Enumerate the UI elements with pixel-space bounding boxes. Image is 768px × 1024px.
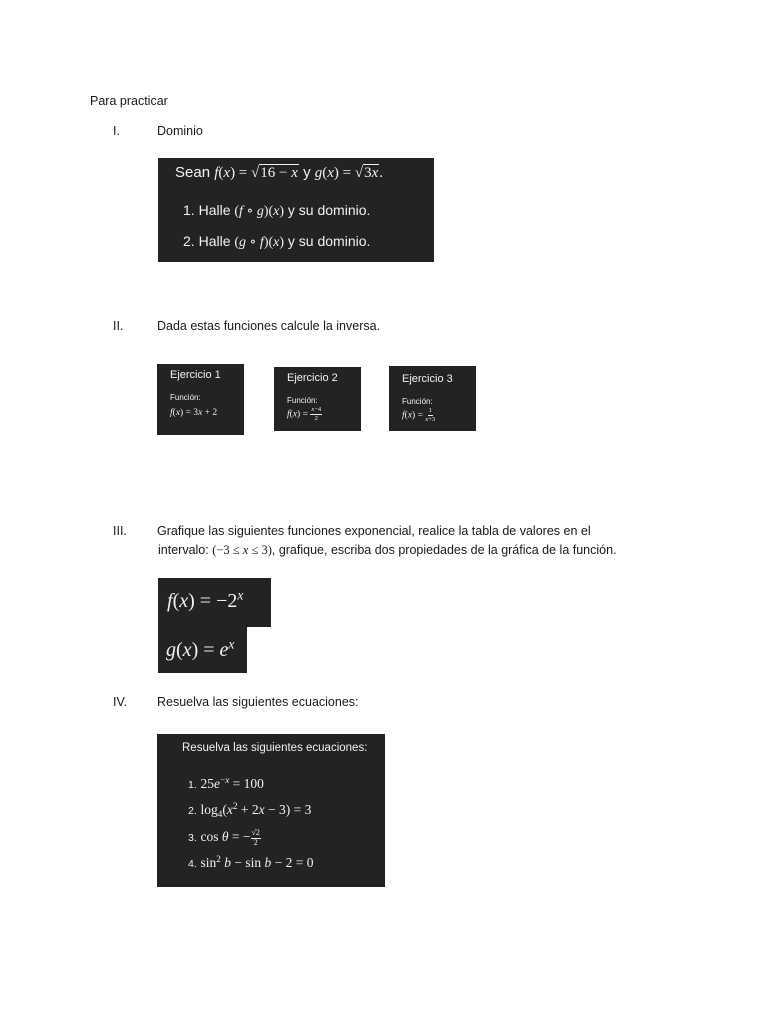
item-marker: 1. bbox=[188, 779, 197, 791]
exp-function-g-image bbox=[158, 627, 247, 673]
ecuacion-2: 2. $\log_4(x^2 + 2x - 3) = 3$ bbox=[188, 800, 312, 819]
ecuacion-1: 1. $25e^{-x} = 100$ bbox=[188, 774, 264, 791]
ecuaciones-box-title: Resuelva las siguientes ecuaciones: bbox=[182, 742, 368, 754]
item-marker: 1. bbox=[183, 202, 195, 218]
section-heading-ecuaciones: Resuelva las siguientes ecuaciones: bbox=[157, 695, 359, 709]
ejercicio-title: Ejercicio 1 bbox=[170, 369, 221, 381]
ejercicio-2-card bbox=[274, 367, 361, 431]
page-title: Para practicar bbox=[90, 94, 168, 108]
dominio-problem-image bbox=[158, 158, 434, 262]
exp-function-f: $f(x) = -2^x$ bbox=[167, 587, 244, 612]
interval-expression: (−3 ≤ x ≤ 3) bbox=[212, 543, 272, 557]
section-heading-dominio: Dominio bbox=[157, 124, 203, 138]
section-heading-inversa: Dada estas funciones calcule la inversa. bbox=[157, 319, 381, 333]
dominio-item-1 bbox=[183, 200, 370, 222]
section-numeral-iv: IV. bbox=[113, 695, 128, 709]
exp-function-g: $g(x) = e^x$ bbox=[166, 636, 235, 661]
dominio-item-2 bbox=[183, 231, 370, 253]
dominio-intro: Sean bbox=[175, 164, 211, 181]
composition-fog: (f ∘ g)(x) bbox=[234, 204, 285, 219]
ejercicio-title: Ejercicio 3 bbox=[402, 373, 453, 385]
ecuacion-3: 3. cos θ = − $\frac{√2}{2}$ bbox=[188, 828, 260, 847]
item-suffix: y su dominio. bbox=[287, 202, 371, 218]
composition-gof: (g ∘ f)(x) bbox=[234, 235, 285, 250]
section-numeral-i: I. bbox=[113, 124, 120, 138]
funcion-label: Función: bbox=[402, 397, 433, 406]
funcion-label: Función: bbox=[287, 396, 318, 405]
exp-function-f-image bbox=[158, 578, 271, 627]
ecuaciones-problem-image bbox=[157, 734, 385, 887]
item-prefix: Halle bbox=[198, 202, 231, 218]
item-marker: 2. bbox=[188, 805, 197, 817]
ecuacion-4: 4. $\sin^2 b - \sin b - 2 = 0$ bbox=[188, 853, 314, 870]
g-definition: g(x) = √3x. bbox=[314, 165, 384, 181]
item-marker: 2. bbox=[183, 233, 195, 249]
item-marker: 3. bbox=[188, 832, 197, 845]
ejercicio-1-formula: f(x) = 3x + 2 bbox=[170, 408, 218, 418]
ejercicio-3-card bbox=[389, 366, 476, 431]
dominio-connector: y bbox=[303, 164, 311, 181]
section-numeral-ii: II. bbox=[113, 319, 124, 333]
item-prefix: Halle bbox=[198, 233, 231, 249]
item-suffix: y su dominio. bbox=[287, 233, 371, 249]
section-heading-grafique-line1: Grafique las siguientes funciones exponencial, realice la tabla de valores en el bbox=[157, 524, 591, 538]
section-numeral-iii: III. bbox=[113, 524, 127, 538]
line2-after: , grafique, escriba dos propiedades de la gráfica de la función. bbox=[271, 543, 617, 557]
ejercicio-3-formula: f(x) = $\frac{1}{x+3}$ bbox=[402, 407, 436, 423]
line2-before: intervalo: bbox=[158, 543, 213, 557]
funcion-label: Función: bbox=[170, 393, 201, 402]
ejercicio-2-formula: f(x) = $\frac{x-4}{2}$ bbox=[287, 406, 322, 422]
section-heading-grafique-line2 bbox=[158, 543, 617, 558]
f-definition: f(x) = √16 − x bbox=[214, 165, 298, 181]
ejercicio-1-card bbox=[157, 364, 244, 435]
item-marker: 4. bbox=[188, 858, 197, 870]
ejercicio-title: Ejercicio 2 bbox=[287, 372, 338, 384]
